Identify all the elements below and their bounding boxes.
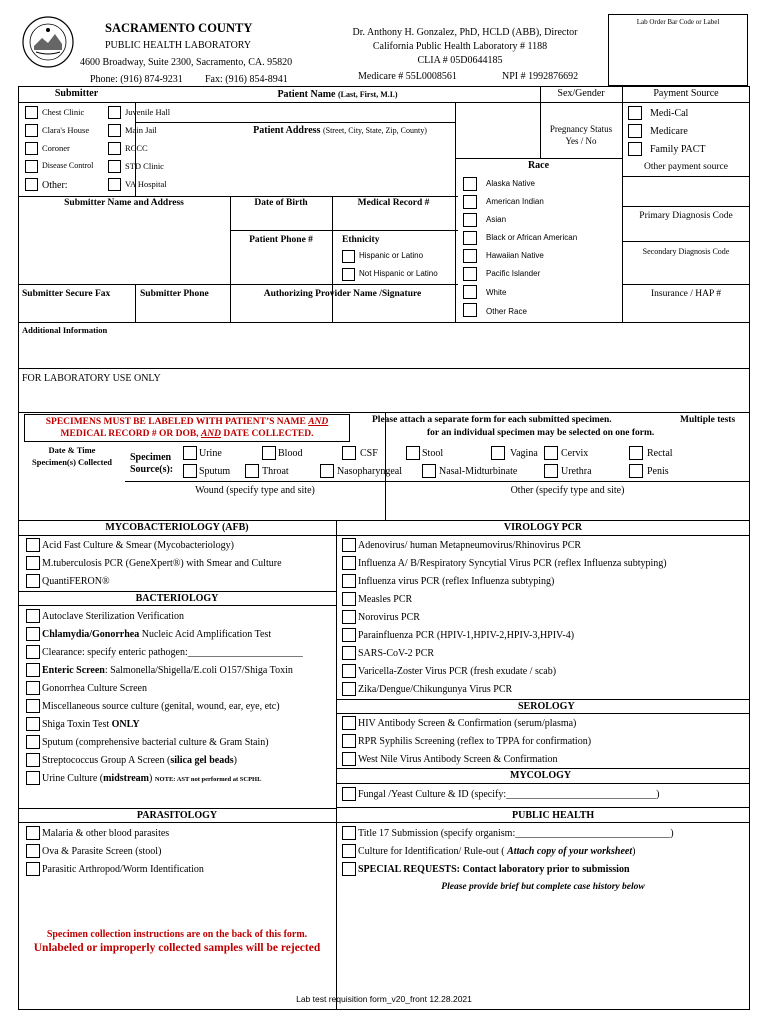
checkbox-norovirus[interactable] [342,610,356,624]
test-title-17: Title 17 Submission (specify organism:_______________________________) [358,828,674,839]
checkbox-varicella[interactable] [342,664,356,678]
race-pacific-islander: Pacific Islander [486,269,541,278]
checkbox-zika[interactable] [342,682,356,696]
collection-instructions: Specimen collection instructions are on the back of this form. [46,929,308,940]
checkbox-penis[interactable] [629,464,643,478]
source-label-2: Source(s): [130,464,174,475]
source-label-1: Specimen [130,452,172,463]
checkbox-medicare[interactable] [628,124,642,138]
option-not-hispanic: Not Hispanic or Latino [359,269,438,278]
checkbox-title-17[interactable] [342,826,356,840]
parasitology-title: PARASITOLOGY [136,810,218,821]
test-malaria: Malaria & other blood parasites [42,828,170,839]
additional-info-label: Additional Information [22,325,108,335]
checkbox-va-hospital[interactable] [108,178,121,191]
attach-note-multiple: Multiple tests [680,415,736,425]
checkbox-chlamydia[interactable] [26,627,40,641]
race-american-indian: American Indian [486,197,544,206]
test-varicella: Varicella-Zoster Virus PCR (fresh exudate / scab) [358,666,557,677]
payment-title: Payment Source [653,88,719,99]
option-other-submitter: Other: [42,180,68,191]
option-chest-clinic: Chest Clinic [42,107,85,117]
checkbox-urine-culture[interactable] [26,771,40,785]
org-name: SACRAMENTO COUNTY [105,21,253,35]
source-urine: Urine [199,448,222,459]
submitter-name-address-label: Submitter Name and Address [64,198,184,208]
test-adenovirus: Adenovirus/ human Metapneumovirus/Rhinovirus PCR [358,540,582,551]
case-history-area[interactable] [342,896,744,1000]
test-rpr: RPR Syphilis Screening (reflex to TPPA for confirmation) [358,736,592,747]
test-chlamydia: Chlamydia/Gonorrhea Nucleic Acid Amplification Test [42,629,272,640]
race-alaska-native: Alaska Native [486,179,535,188]
sex-gender-label: Sex/Gender [557,88,605,99]
source-cervix: Cervix [561,448,589,459]
source-csf: CSF [360,448,378,459]
checkbox-arthropod[interactable] [26,862,40,876]
test-special-requests: SPECIAL REQUESTS: Contact laboratory prior to submission [358,864,630,875]
option-claras-house: Clara's House [42,125,90,135]
checkbox-malaria[interactable] [26,826,40,840]
payment-medicare: Medicare [650,126,688,137]
checkbox-chest-clinic[interactable] [25,106,38,119]
checkbox-quantiferon[interactable] [26,574,40,588]
test-sputum-culture: Sputum (comprehensive bacterial culture & Gram Stain) [42,737,269,748]
checkbox-flu-pcr[interactable] [342,574,356,588]
ethnicity-label: Ethnicity [342,235,380,245]
test-fungal: Fungal /Yeast Culture & ID (specify:______________________________) [358,789,660,800]
test-afb-culture: Acid Fast Culture & Smear (Mycobacteriology) [42,540,234,551]
serology-title: SEROLOGY [518,701,575,712]
checkbox-black[interactable] [463,231,477,245]
county-seal [22,16,74,68]
patient-phone-label: Patient Phone # [249,235,313,245]
checkbox-mtb-pcr[interactable] [26,556,40,570]
checkbox-urine[interactable] [183,446,197,460]
option-va-hospital: VA Hospital [125,179,167,189]
checkbox-white[interactable] [463,285,477,299]
payment-medi-cal: Medi-Cal [650,108,689,119]
submitter-phone-label: Submitter Phone [140,289,209,299]
checkbox-juvenile-hall[interactable] [108,106,121,119]
checkbox-hawaiian[interactable] [463,249,477,263]
checkbox-asian[interactable] [463,213,477,227]
checkbox-clearance[interactable] [26,645,40,659]
primary-dx-label: Primary Diagnosis Code [639,211,733,221]
option-std-clinic: STD Clinic [125,161,164,171]
source-urethra: Urethra [561,466,592,477]
race-white: White [486,288,507,297]
checkbox-alaska-native[interactable] [463,177,477,191]
secure-fax-label: Submitter Secure Fax [22,289,111,299]
other-source-label: Other (specify type and site) [510,485,625,496]
medical-record-label: Medical Record # [357,198,430,208]
checkbox-family-pact[interactable] [628,142,642,156]
cert-number: California Public Health Laboratory # 1188 [372,41,548,52]
test-misc-culture: Miscellaneous source culture (genital, wound, ear, eye, etc) [42,701,280,712]
myco-title: MYCOBACTERIOLOGY (AFB) [105,522,249,533]
checkbox-enteric[interactable] [26,663,40,677]
test-mtb-pcr: M.tuberculosis PCR (GeneXpert®) with Smear and Culture [42,558,282,569]
checkbox-parainfluenza[interactable] [342,628,356,642]
bacteriology-title: BACTERIOLOGY [135,593,219,604]
datetime-label-2: Specimen(s) Collected [31,457,113,467]
lab-use-label: FOR LABORATORY USE ONLY [22,373,161,384]
checkbox-sputum[interactable] [183,464,197,478]
test-gonorrhea-culture: Gonorrhea Culture Screen [42,683,147,694]
checkbox-fungal[interactable] [342,787,356,801]
checkbox-sputum-culture[interactable] [26,735,40,749]
checkbox-strep[interactable] [26,753,40,767]
checkbox-nasopharyngeal[interactable] [320,464,334,478]
checkbox-culture-id[interactable] [342,844,356,858]
checkbox-hiv[interactable] [342,716,356,730]
submitter-title: Submitter [54,88,99,99]
test-strep: Streptococcus Group A Screen (silica gel beads) [42,755,237,766]
form-footer: Lab test requisition form_v20_front 12.28.2021 [296,994,472,1004]
test-parainfluenza: Parainfluenza PCR (HPIV-1,HPIV-2,HPIV-3,HPIV-4) [358,630,575,641]
checkbox-flu-rsv[interactable] [342,556,356,570]
insurance-label: Insurance / HAP # [650,289,722,299]
checkbox-shiga[interactable] [26,717,40,731]
warning-line-2: MEDICAL RECORD # OR DOB, AND DATE COLLECTED. [60,429,314,439]
test-clearance: Clearance: specify enteric pathogen:_______________________ [42,647,303,658]
npi-number: NPI # 1992876692 [502,71,579,82]
payment-family-pact: Family PACT [650,144,706,155]
checkbox-rectal[interactable] [629,446,643,460]
test-zika: Zika/Dengue/Chikungunya Virus PCR [358,684,513,695]
checkbox-csf[interactable] [342,446,356,460]
source-nasal-midturbinate: Nasal-Midturbinate [439,466,518,477]
pregnancy-label: Pregnancy Status [549,124,613,134]
checkbox-pacific-islander[interactable] [463,267,477,281]
checkbox-std-clinic[interactable] [108,160,121,173]
barcode-label: Lab Order Bar Code or Label [636,18,720,26]
case-history-note: Please provide brief but complete case history below [441,882,645,892]
rejection-warning: Unlabeled or improperly collected samples will be rejected [33,942,321,954]
source-stool: Stool [422,448,444,459]
test-flu-pcr: Influenza virus PCR (reflex Influenza subtyping) [358,576,555,587]
checkbox-stool[interactable] [406,446,420,460]
lab-phone: Phone: (916) 874-9231 [90,74,183,85]
checkbox-rpr[interactable] [342,734,356,748]
secondary-dx-label: Secondary Diagnosis Code [642,247,730,256]
lab-name: PUBLIC HEALTH LABORATORY [105,40,252,51]
test-arthropod: Parasitic Arthropod/Worm Identification [42,864,204,875]
option-hispanic: Hispanic or Latino [359,251,424,260]
test-shiga: Shiga Toxin Test ONLY [42,719,140,730]
source-nasopharyngeal: Nasopharyngeal [337,466,402,477]
race-asian: Asian [486,215,507,224]
attach-note-2: for an individual specimen may be selected on one form. [427,428,655,438]
checkbox-rccc[interactable] [108,142,121,155]
test-flu-rsv: Influenza A/ B/Respiratory Syncytial Virus PCR (reflex Influenza subtyping) [358,558,667,569]
checkbox-other-race[interactable] [463,303,477,317]
race-hawaiian: Hawaiian Native [486,251,544,260]
option-main-jail: Main Jail [125,125,157,135]
race-other: Other Race [486,307,527,316]
datetime-label-1: Date & Time [48,445,96,455]
source-penis: Penis [647,466,669,477]
payment-other-label: Other payment source [644,162,728,172]
race-title: Race [527,160,550,171]
option-coroner: Coroner [42,143,70,153]
checkbox-blood[interactable] [262,446,276,460]
director: Dr. Anthony H. Gonzalez, PhD, HCLD (ABB), Director [352,27,578,38]
source-blood: Blood [278,448,303,459]
checkbox-urethra[interactable] [544,464,558,478]
provider-label: Authorizing Provider Name /Signature [263,289,422,299]
lab-fax: Fax: (916) 854-8941 [205,74,288,85]
checkbox-disease-control[interactable] [25,160,38,173]
checkbox-american-indian[interactable] [463,195,477,209]
checkbox-ova-parasite[interactable] [26,844,40,858]
checkbox-not-hispanic[interactable] [342,268,355,281]
dob-label: Date of Birth [254,198,308,208]
option-rccc: RCCC [125,143,148,153]
checkbox-autoclave[interactable] [26,609,40,623]
test-norovirus: Norovirus PCR [358,612,420,623]
checkbox-adenovirus[interactable] [342,538,356,552]
virology-title: VIROLOGY PCR [503,522,583,533]
wound-label: Wound (specify type and site) [195,485,315,496]
checkbox-vagina[interactable] [491,446,505,460]
checkbox-measles[interactable] [342,592,356,606]
warning-line-1: SPECIMENS MUST BE LABELED WITH PATIENT’S NAME AND [45,417,329,427]
checkbox-other-submitter[interactable] [25,178,38,191]
source-vagina: Vagina [510,448,538,459]
test-ova-parasite: Ova & Parasite Screen (stool) [42,846,162,857]
test-west-nile: West Nile Virus Antibody Screen & Confirmation [358,754,558,765]
checkbox-afb-culture[interactable] [26,538,40,552]
test-sars-cov-2: SARS-CoV-2 PCR [358,648,435,659]
lab-address: 4600 Broadway, Suite 2300, Sacramento, CA. 95820 [80,57,293,68]
checkbox-gonorrhea-culture[interactable] [26,681,40,695]
test-hiv: HIV Antibody Screen & Confirmation (serum/plasma) [358,718,577,729]
source-sputum: Sputum [199,466,231,477]
checkbox-west-nile[interactable] [342,752,356,766]
option-juvenile-hall: Juvenile Hall [125,107,171,117]
checkbox-hispanic[interactable] [342,250,355,263]
medicare-number: Medicare # 55L0008561 [358,71,457,82]
test-autoclave: Autoclave Sterilization Verification [42,611,184,622]
checkbox-throat[interactable] [245,464,259,478]
checkbox-cervix[interactable] [544,446,558,460]
checkbox-medi-cal[interactable] [628,106,642,120]
checkbox-misc-culture[interactable] [26,699,40,713]
test-urine-culture: Urine Culture (midstream) NOTE: AST not performed at SCPHL [42,773,262,784]
race-black: Black or African American [486,233,578,242]
clia-number: CLIA # 05D0644185 [417,55,503,66]
checkbox-special-requests[interactable] [342,862,356,876]
pregnancy-values: Yes / No [565,136,597,146]
patient-name-label: Patient Name (Last, First, M.I.) [277,89,398,100]
checkbox-coroner[interactable] [25,142,38,155]
test-measles: Measles PCR [358,594,413,605]
option-disease-control: Disease Control [42,161,94,170]
checkbox-sars-cov-2[interactable] [342,646,356,660]
attach-note-1: Please attach a separate form for each submitted specimen. [372,415,612,425]
patient-address-label: Patient Address (Street, City, State, Zip, County) [253,125,427,136]
test-quantiferon: QuantiFERON® [42,576,110,587]
source-rectal: Rectal [647,448,673,459]
checkbox-claras-house[interactable] [25,124,38,137]
mycology-title: MYCOLOGY [510,770,572,781]
public-health-title: PUBLIC HEALTH [512,810,595,821]
test-culture-id: Culture for Identification/ Rule-out ( Attach copy of your worksheet) [358,846,636,857]
checkbox-main-jail[interactable] [108,124,121,137]
source-throat: Throat [262,466,289,477]
test-enteric: Enteric Screen: Salmonella/Shigella/E.coli O157/Shiga Toxin [42,665,293,676]
checkbox-nasal-midturbinate[interactable] [422,464,436,478]
